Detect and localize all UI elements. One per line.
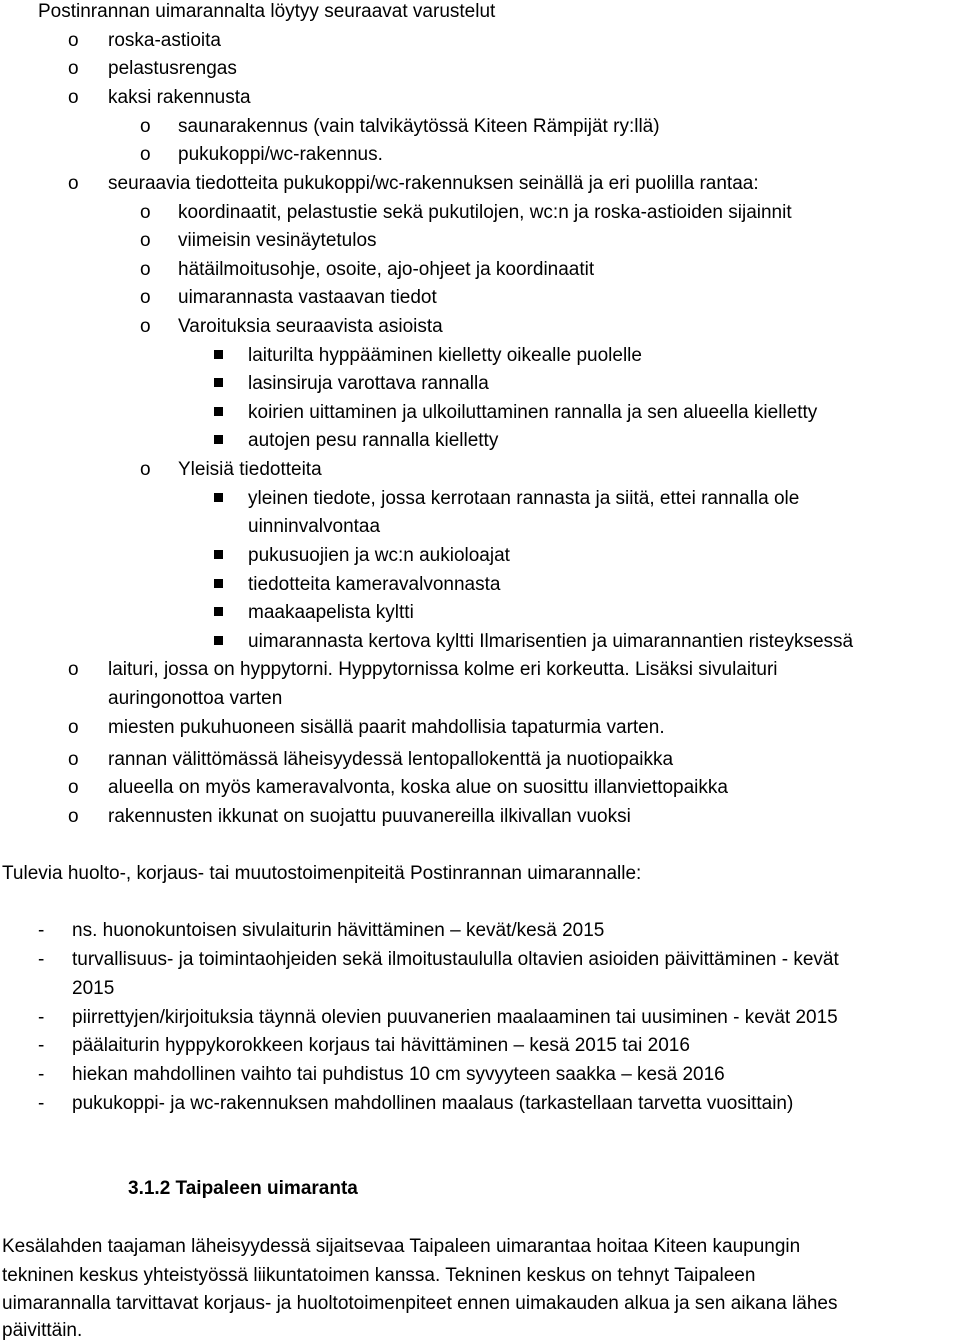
bullet-circle-icon: o [140, 202, 151, 223]
document-page: Postinrannan uimarannalta löytyy seuraavat varustelut o roska-astioita o pelastusrengas o kaksi rakennusta o saunarakennus (vain talvikäytössä Kiteen Rämpijät ry:llä) o pukukoppi/wc-rakennus. o seuraavia tiedotteita pukukoppi/wc-rakennuksen seinällä ja eri puolilla rantaa: o koordinaatit, pelastustie sekä pukutilojen, wc:n ja roska-astioiden sijainnit o viimeisin vesinäytetulos o hätäilmoitusohje, osoite, ajo-ohjeet ja koordinaatit o uimarannasta vastaavan tiedot o Varoituksia seuraavista asioista laiturilta hyppääminen kielletty oikealle puolelle lasinsiruja varottava rannalla koirien uittaminen ja ulkoiluttaminen rannalla ja sen alueella kielletty autojen pesu rannalla kielletty o Yleisiä tiedotteita yleinen tiedote, jossa kerrotaan rannasta ja siitä, ettei rannalla ole uinninvalvontaa pukusuojien ja wc:n aukioloajat tiedotteita kameravalvonnasta maakaapelista kyltti uimarannasta kertova kyltti Ilmarisentien ja uimarannantien risteyksessä o laituri, jossa on hyppytorni. Hyppytornissa kolme eri korkeutta. Lisäksi sivulaituri auringonottoa varten o miesten pukuhuoneen sisällä paarit mahdollisia tapaturmia varten. o rannan välittömässä läheisyydessä lentopallokenttä ja nuotiopaikka o alueella on myös kameravalvonta, koska alue on suosittu illanviettopaikka o rakennusten ikkunat on suojattu puuvanereilla ilkivallan vuoksi Tulevia huolto-, korjaus- tai muutostoimenpiteitä Postinrannan uimarannalle: - ns. huonokuntoisen sivulaiturin hävittäminen – kevät/kesä 2015 - turvallisuus- ja toimintaohjeiden sekä ilmoitustaululla oltavien asioiden päivittäminen - kevät 2015 - piirrettyjen/kirjoituksia täynnä olevien puuvanerien maalaaminen tai uusiminen - kevät 2015 - päälaiturin hyppykorokkeen korjaus tai hävittäminen – kesä 2015 tai 2016 - hiekan mahdollinen vaihto tai puhdistus 10 cm syvyyteen saakka – kesä 2016 - pukukoppi- ja wc-rakennuksen mahdollinen maalaus (tarkastellaan tarvetta vuosittain) 3.1.2 Taipaleen uimaranta Kesälahden taajaman läheisyydessä sijaitsevaa Taipaleen uimarantaa hoitaa Kiteen kaupungin tekninen keskus yhteistyössä liikuntatoimen kanssa. Tekninen keskus on tehnyt Taipaleen uimarannalla tarvittavat korjaus- ja huoltotoimenpiteet ennen uimakauden alkua ja sen aikana lähes päivittäin. [2, 1, 854, 1341]
bullet-circle-icon: o [68, 717, 79, 738]
bullet-dash-icon: - [38, 1035, 45, 1056]
bullet-circle-icon: o [140, 259, 151, 280]
bullet-circle-icon: o [68, 87, 79, 108]
bullet-circle-icon: o [140, 287, 151, 308]
bullet-dash-icon: - [38, 920, 45, 941]
bullet-circle-icon: o [68, 173, 79, 194]
bullet-square-icon [214, 435, 223, 444]
bullet-square-icon [214, 636, 223, 645]
bullet-square-icon [214, 607, 223, 616]
bullet-circle-icon: o [140, 316, 151, 337]
bullet-dash-icon: - [38, 1093, 45, 1114]
bullet-square-icon [214, 493, 223, 502]
bullet-circle-icon: o [140, 144, 151, 165]
bullet-square-icon [214, 378, 223, 387]
bullet-square-icon [214, 350, 223, 359]
bullet-circle-icon: o [68, 30, 79, 51]
bullet-circle-icon: o [68, 749, 79, 770]
bullet-circle-icon: o [140, 116, 151, 137]
bullet-square-icon [214, 550, 223, 559]
intro-text: Postinrannan uimarannalta löytyy seuraavat varustelut [38, 1, 496, 22]
bullet-circle-icon: o [68, 777, 79, 798]
bullet-square-icon [214, 407, 223, 416]
bullet-dash-icon: - [38, 1064, 45, 1085]
bullet-square-icon [214, 579, 223, 588]
bullet-circle-icon: o [68, 58, 79, 79]
bullet-circle-icon: o [140, 230, 151, 251]
bullet-dash-icon: - [38, 949, 45, 970]
bullet-circle-icon: o [68, 806, 79, 827]
bullet-dash-icon: - [38, 1007, 45, 1028]
bullet-circle-icon: o [68, 659, 79, 680]
bullet-circle-icon: o [140, 459, 151, 480]
